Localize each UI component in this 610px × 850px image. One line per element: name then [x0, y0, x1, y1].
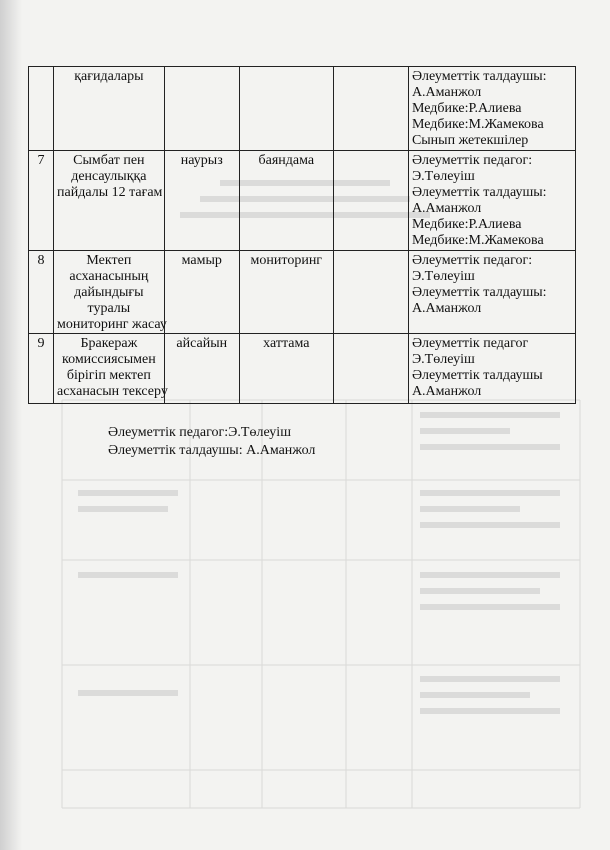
event-topic: Сымбат пен денсаулыққа пайдалы 12 тағам — [54, 151, 165, 251]
signature-analyst: Әлеуметтік талдаушы: А.Аманжол — [108, 443, 316, 458]
empty-cell — [333, 251, 408, 334]
row-number: 9 — [29, 334, 54, 404]
event-topic: қағидалары — [54, 67, 165, 151]
event-month: мамыр — [164, 251, 239, 334]
table-row — [29, 67, 576, 151]
event-month: наурыз — [164, 151, 239, 251]
responsible-persons: Әлеуметтік педагог: Э.Төлеуіш Әлеуметтік талдаушы: А.Аманжол — [408, 251, 575, 334]
responsible-persons: Әлеуметтік педагог: Э.Төлеуіш Әлеуметтік талдаушы: А.Аманжол Медбике:Р.Алиева Медбике:М.Жамекова — [408, 151, 575, 251]
responsible-persons: Әлеуметтік талдаушы: А.Аманжол Медбике:Р.Алиева Медбике:М.Жамекова Сынып жетекшілер — [408, 67, 575, 151]
table-row — [29, 251, 576, 334]
event-month: айсайын — [164, 334, 239, 404]
empty-cell — [333, 334, 408, 404]
responsible-persons: Әлеуметтік педагог Э.Төлеуіш Әлеуметтік талдаушы А.Аманжол — [408, 334, 575, 404]
row-number: 8 — [29, 251, 54, 334]
event-month — [164, 67, 239, 151]
report-form — [239, 67, 333, 151]
report-form: хаттама — [239, 334, 333, 404]
event-topic: Бракераж комиссиясымен бірігіп мектеп асханасын тексеру — [54, 334, 165, 404]
signature-pedagog: Әлеуметтік педагог:Э.Төлеуіш — [108, 425, 291, 440]
empty-cell — [333, 151, 408, 251]
empty-cell — [333, 67, 408, 151]
row-number — [29, 67, 54, 151]
row-number: 7 — [29, 151, 54, 251]
event-topic: Мектеп асханасының дайындығы туралы мониторинг жасау — [54, 251, 165, 334]
event-plan-table — [28, 66, 576, 404]
report-form: мониторинг — [239, 251, 333, 334]
report-form: баяндама — [239, 151, 333, 251]
table-row — [29, 334, 576, 404]
table-row — [29, 151, 576, 251]
